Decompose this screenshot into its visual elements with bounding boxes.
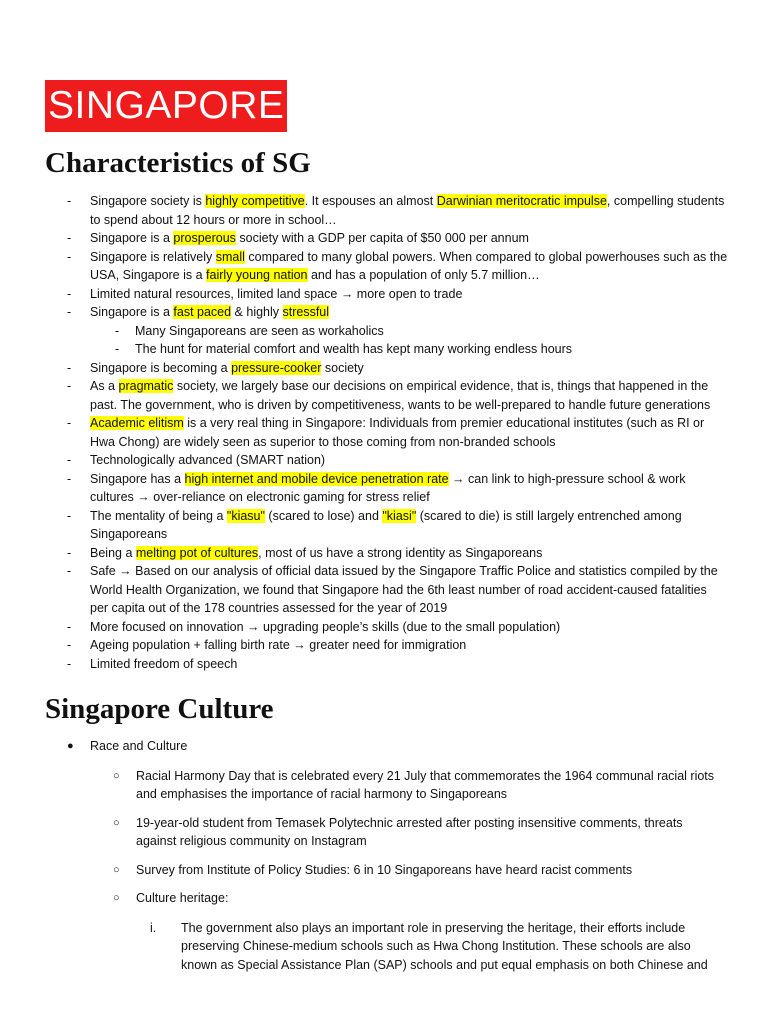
dash-bullet-icon: - [67, 508, 72, 523]
list-item-text: The mentality of being a "kiasu" (scared to lose) and "kiasi" (scared to die) is still largely entrenched among Singaporeans [90, 508, 682, 541]
roman-item-text: The government also plays an important role in preserving the heritage, their efforts include preserving Chinese-medium schools such as Hwa Chong Institution. These schools are also known as Special Assistance Plan (SAP) schools and put equal emphasis on both Chinese and [181, 920, 708, 972]
circle-bullet-icon: ○ [113, 769, 120, 782]
list-item [0, 285, 768, 304]
dash-bullet-icon: - [67, 416, 72, 430]
circle-bullet-icon: ○ [113, 816, 120, 829]
dash-bullet-icon: - [67, 453, 72, 467]
list-item [0, 655, 768, 674]
sub-list-item [0, 322, 768, 341]
list-item [0, 192, 768, 229]
culture-subitem [0, 889, 768, 908]
heading-characteristics: Characteristics of SG [45, 147, 311, 179]
list-item [0, 618, 768, 637]
list-item [0, 470, 768, 507]
dash-bullet-icon: - [67, 231, 72, 245]
list-item [0, 248, 768, 285]
dash-bullet-icon: - [67, 545, 72, 560]
roman-item [0, 919, 768, 975]
list-item-text: Singapore society is highly competitive. It espouses an almost Darwinian meritocratic impulse, compelling students to spend about 12 hours or more in school… [90, 194, 725, 227]
dash-bullet-icon: - [67, 360, 72, 375]
culture-subitem-text: Racial Harmony Day that is celebrated every 21 July that commemorates the 1964 communal racial riots and emphasises the importance of racial harmony to Singaporeans [136, 768, 715, 801]
title-banner: SINGAPORE [45, 80, 287, 132]
list-item-text: Ageing population + falling birth rate → greater need for immigration [90, 638, 467, 652]
list-item-text: As a pragmatic society, we largely base our decisions on empirical evidence, that is, things that happened in the past. The government, who is driven by competitiveness, wants to be well-prepared to handle future generations [90, 379, 711, 412]
list-item-text: Singapore is becoming a pressure-cooker society [90, 360, 364, 375]
highlighted-text: pragmatic [118, 379, 174, 393]
list-item [0, 507, 768, 544]
bullet-item [0, 737, 768, 756]
sub-list-item-text: Many Singaporeans are seen as workaholics [135, 323, 384, 338]
list-item-text: Limited natural resources, limited land space → more open to trade [90, 286, 463, 301]
highlighted-text: fairly young nation [206, 268, 308, 282]
highlighted-text: Darwinian meritocratic impulse [436, 194, 607, 208]
list-item [0, 303, 768, 322]
list-item [0, 544, 768, 563]
highlighted-text: "kiasu" [226, 508, 265, 523]
list-item [0, 451, 768, 470]
list-item-text: Technologically advanced (SMART nation) [90, 453, 326, 467]
culture-subitem-text: Culture heritage: [136, 891, 229, 905]
dash-bullet-icon: - [67, 638, 72, 652]
list-item [0, 636, 768, 655]
list-item [0, 562, 768, 618]
list-item-text: More focused on innovation → upgrading people’s skills (due to the small population) [90, 619, 561, 634]
highlighted-text: stressful [282, 305, 330, 319]
circle-bullet-icon: ○ [113, 892, 120, 904]
dash-bullet-icon: - [67, 619, 72, 634]
list-item-text: Academic elitism is a very real thing in Singapore: Individuals from premier educational institutes (such as RI or Hwa Chong) are widely seen as superior to those coming from non-branded schools [90, 416, 705, 449]
highlighted-text: melting pot of cultures [135, 545, 259, 560]
roman-numeral: i. [150, 920, 157, 935]
dash-bullet-icon: - [67, 379, 72, 393]
dash-bullet-icon: - [67, 286, 72, 301]
list-item [0, 359, 768, 378]
bullet-dot-icon: ● [67, 740, 74, 752]
list-item-text: Singapore is a prosperous society with a GDP per capita of $50 000 per annum [90, 231, 529, 245]
list-item-text: Singapore is relatively small compared to many global powers. When compared to global powerhouses such as the USA, Singapore is a fairly young nation and has a population of only 5.7 million… [90, 249, 728, 282]
culture-subitem-text: 19-year-old student from Temasek Polytechnic arrested after posting insensitive comments, threats against religious community on Instagram [136, 815, 683, 848]
dash-bullet-icon: - [115, 342, 120, 356]
dash-bullet-icon: - [67, 305, 72, 319]
list-item-text: Being a melting pot of cultures, most of us have a strong identity as Singaporeans [90, 545, 543, 560]
heading-culture: Singapore Culture [45, 693, 274, 725]
highlighted-text: "kiasi" [382, 508, 417, 523]
culture-subitem [0, 767, 768, 804]
list-item [0, 377, 768, 414]
highlighted-text: high internet and mobile device penetration rate [184, 471, 449, 486]
bullet-text: Race and Culture [90, 739, 188, 753]
highlighted-text: prosperous [173, 231, 236, 245]
dash-bullet-icon: - [67, 656, 72, 671]
dash-bullet-icon: - [67, 471, 72, 486]
circle-bullet-icon: ○ [113, 863, 120, 876]
highlighted-text: highly competitive [205, 194, 305, 208]
dash-bullet-icon: - [67, 194, 72, 208]
list-item-text: Limited freedom of speech [90, 656, 238, 671]
culture-subitem [0, 814, 768, 851]
sub-list-item [0, 340, 768, 359]
dash-bullet-icon: - [67, 564, 72, 578]
characteristics-list [0, 192, 768, 673]
culture-list [0, 737, 768, 974]
highlighted-text: Academic elitism [90, 416, 184, 430]
dash-bullet-icon: - [67, 249, 72, 264]
culture-subitem-text: Survey from Institute of Policy Studies: 6 in 10 Singaporeans have heard racist comments [136, 862, 633, 877]
list-item-text: Singapore has a high internet and mobile device penetration rate → can link to high-pressure school & work cultures → over-reliance on electronic gaming for stress relief [90, 471, 686, 504]
dash-bullet-icon: - [115, 323, 120, 338]
list-item [0, 229, 768, 248]
list-item-text: Singapore is a fast paced & highly stressful [90, 305, 330, 319]
culture-subitem [0, 861, 768, 880]
highlighted-text: pressure-cooker [231, 360, 322, 375]
sub-list-item-text: The hunt for material comfort and wealth has kept many working endless hours [135, 342, 573, 356]
list-item-text: Safe → Based on our analysis of official data issued by the Singapore Traffic Police and statistics compiled by the World Health Organization, we found that Singapore had the 6th least number of road accident-caused fatalities per capita out of the 178 countries assessed for the year of 2019 [90, 564, 718, 615]
highlighted-text: small [215, 249, 245, 264]
list-item [0, 414, 768, 451]
highlighted-text: fast paced [173, 305, 232, 319]
